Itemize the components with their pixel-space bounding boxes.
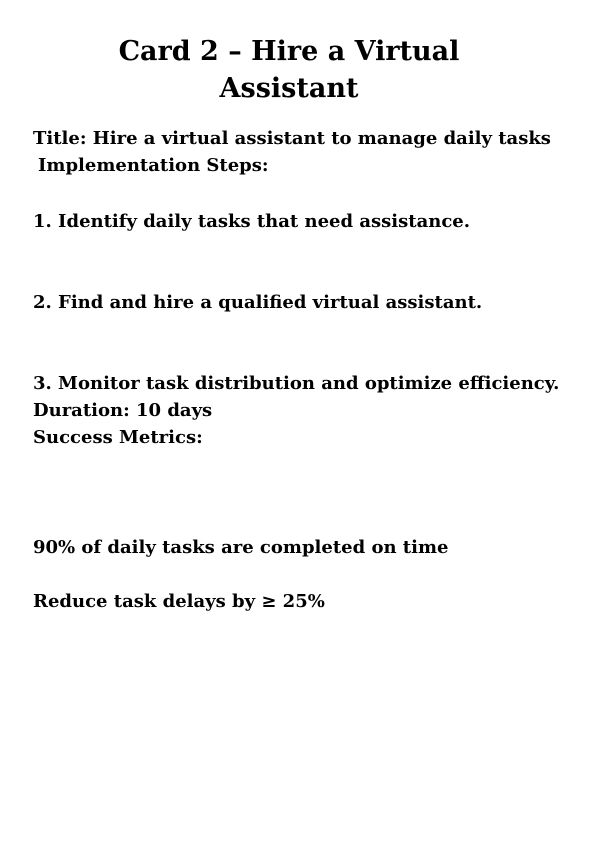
card-heading	[0, 33, 578, 107]
metric-item-2: Reduce task delays by ≥ 25%	[33, 591, 325, 612]
card-heading-line-1: Card 2 – Hire a Virtual	[118, 36, 460, 67]
task-title: Title: Hire a virtual assistant to manage daily tasks	[33, 128, 551, 149]
success-metrics-label: Success Metrics:	[33, 427, 203, 448]
step-item-1: 1. Identify daily tasks that need assistance.	[33, 211, 470, 232]
step-item-2: 2. Find and hire a qualified virtual assistant.	[33, 292, 483, 313]
duration-text: Duration: 10 days	[33, 400, 213, 421]
metric-item-1: 90% of daily tasks are completed on time	[33, 537, 449, 558]
step-item-3: 3. Monitor task distribution and optimize efficiency.	[33, 373, 560, 394]
card-heading-line-2: Assistant	[219, 73, 359, 104]
implementation-steps-label: Implementation Steps:	[38, 155, 269, 176]
